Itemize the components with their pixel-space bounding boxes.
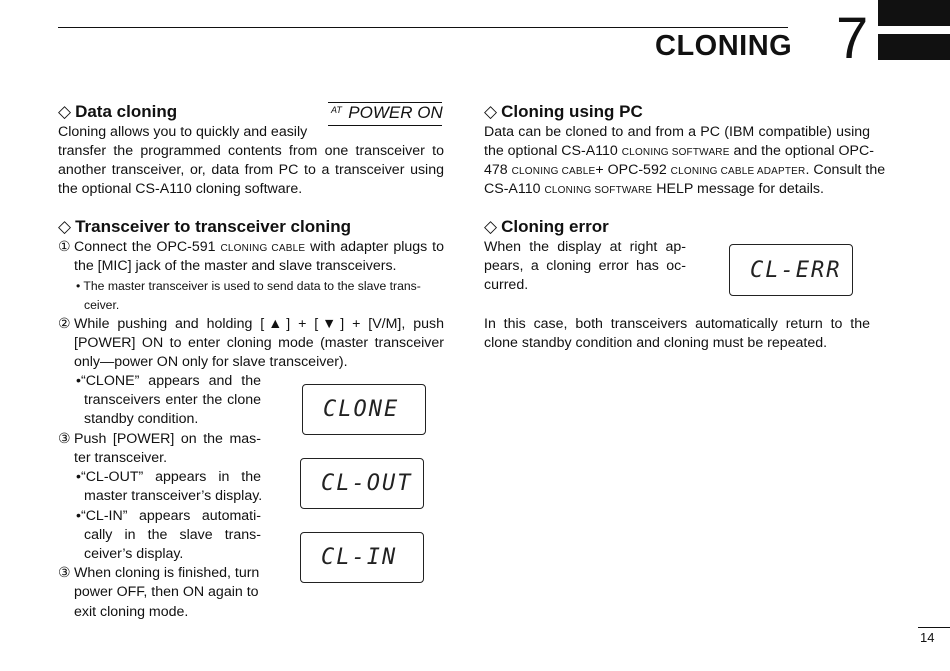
step-4-number: ③ bbox=[58, 565, 71, 581]
chapter-number: 7 bbox=[836, 6, 869, 71]
step-2-line-1: While pushing and holding [▲] + [▼] + [V/M], push bbox=[74, 316, 444, 332]
step-4-line-3: exit cloning mode. bbox=[74, 604, 189, 620]
data-cloning-line-4: the optional CS-A110 cloning software. bbox=[58, 181, 303, 197]
data-cloning-line-2: transfer the programmed contents from one transceiver to bbox=[58, 143, 444, 159]
header-rule bbox=[58, 27, 788, 28]
step-2-number: ② bbox=[58, 316, 71, 332]
step-4-line-1: When cloning is finished, turn bbox=[74, 565, 260, 581]
footer-rule bbox=[918, 627, 950, 628]
step-1-number: ① bbox=[58, 239, 71, 255]
power-on-badge bbox=[328, 102, 442, 126]
error-para-2-line-1: In this case, both transceivers automatically return to the bbox=[484, 316, 870, 332]
badge-label: POWER ON bbox=[348, 103, 443, 122]
in-note-line-3: ceiver’s display. bbox=[84, 546, 184, 562]
clone-note-line-2: transceivers enter the clone bbox=[84, 392, 261, 408]
step-2-line-2: [POWER] ON to enter cloning mode (master transceiver bbox=[74, 335, 444, 351]
data-cloning-heading: ◇ Data cloning bbox=[58, 102, 178, 121]
chapter-tab-bar-top bbox=[878, 0, 950, 26]
badge-prefix: AT bbox=[331, 105, 342, 115]
pc-line-1: Data can be cloned to and from a PC (IBM compatible) using bbox=[484, 124, 870, 140]
clone-note-line-3: standby condition. bbox=[84, 411, 199, 427]
step-1-note-1: • The master transceiver is used to send data to the slave trans- bbox=[76, 279, 421, 293]
step-3-line-1: Push [POWER] on the mas- bbox=[74, 431, 261, 447]
step-4-line-2: power OFF, then ON again to bbox=[74, 584, 259, 600]
chapter-tab-bar-bottom bbox=[878, 34, 950, 60]
step-1-line-1: Connect the OPC-591 CLONING CABLE with adapter plugs to bbox=[74, 239, 444, 255]
page-title: CLONING bbox=[655, 30, 793, 62]
lcd-cl-err-display: CL-ERR bbox=[729, 244, 853, 296]
lcd-cl-out-display: CL-OUT bbox=[300, 458, 424, 509]
clone-note-line-1: •“CLONE” appears and the bbox=[76, 373, 261, 389]
diamond-icon: ◇ bbox=[58, 102, 72, 121]
cloning-pc-heading: ◇ Cloning using PC bbox=[484, 102, 643, 121]
lcd-cl-in-display: CL-IN bbox=[300, 532, 424, 583]
diamond-icon: ◇ bbox=[58, 217, 72, 236]
step-1-line-2: the [MIC] jack of the master and slave transceivers. bbox=[74, 258, 397, 274]
in-note-line-2: cally in the slave trans- bbox=[84, 527, 261, 543]
page-number: 14 bbox=[920, 630, 935, 645]
data-cloning-line-3: another transceiver, or, data from PC to a transceiver using bbox=[58, 162, 444, 178]
pc-line-3: 478 CLONING CABLE+ OPC-592 CLONING CABLE ADAPTER. Consult the bbox=[484, 162, 886, 178]
lcd-clone-display: CLONE bbox=[302, 384, 426, 435]
diamond-icon: ◇ bbox=[484, 217, 498, 236]
step-2-line-3: only—power ON only for slave transceiver). bbox=[74, 354, 348, 370]
step-3-number: ③ bbox=[58, 431, 71, 447]
error-line-1: When the display at right ap- bbox=[484, 239, 686, 255]
error-para-2-line-2: clone standby condition and cloning must be repeated. bbox=[484, 335, 828, 351]
diamond-icon: ◇ bbox=[484, 102, 498, 121]
cloning-error-heading: ◇ Cloning error bbox=[484, 217, 609, 236]
out-note-line-1: •“CL-OUT” appears in the bbox=[76, 469, 261, 485]
in-note-line-1: •“CL-IN” appears automati- bbox=[76, 508, 261, 524]
pc-line-4: CS-A110 CLONING SOFTWARE HELP message for details. bbox=[484, 181, 824, 197]
t2t-heading: ◇ Transceiver to transceiver cloning bbox=[58, 217, 351, 236]
error-line-3: curred. bbox=[484, 277, 529, 293]
step-3-line-2: ter transceiver. bbox=[74, 450, 168, 466]
error-line-2: pears, a cloning error has oc- bbox=[484, 258, 686, 274]
step-1-note-2: ceiver. bbox=[84, 298, 120, 312]
data-cloning-line-1: Cloning allows you to quickly and easily bbox=[58, 124, 308, 140]
out-note-line-2: master transceiver’s display. bbox=[84, 488, 263, 504]
pc-line-2: the optional CS-A110 CLONING SOFTWARE and the optional OPC- bbox=[484, 143, 874, 159]
